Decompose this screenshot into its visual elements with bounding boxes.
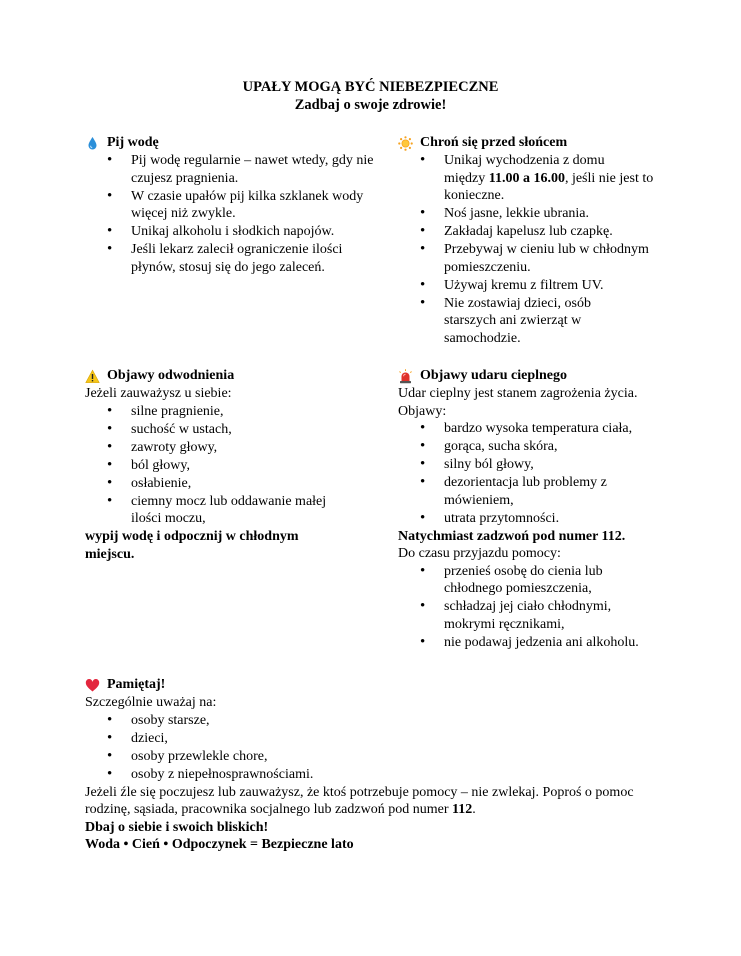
- sun-icon: [398, 136, 413, 151]
- document-title: UPAŁY MOGĄ BYĆ NIEBEZPIECZNE: [242, 79, 499, 95]
- list-item: • osoby przewlekle chore,: [131, 748, 665, 766]
- sun-heading: [398, 134, 678, 152]
- list-item-text: , jeśli nie jest to konieczne.: [444, 170, 654, 203]
- sun-section: [398, 134, 678, 348]
- remember-note-text: Jeżeli źle się poczujesz lub zauważysz, że ktoś potrzebuje pomocy – nie zwlekaj. Poproś o pomoc rodzinę, sąsiada, pracownika socjalnego lub zadzwoń pod numer: [85, 784, 634, 817]
- emergency-siren-icon: [398, 369, 413, 384]
- closing-slogan: Woda • Cień • Odpoczynek = Bezpieczne lato: [85, 837, 354, 852]
- heatstroke-heading-text: Objawy udaru cieplnego: [420, 368, 568, 384]
- heatstroke-until: Do czasu przyjazdu pomocy:: [398, 546, 561, 561]
- dehydration-heading-text: Objawy odwodnienia: [107, 368, 235, 384]
- remember-intro: Szczególnie uważaj na:: [85, 695, 217, 710]
- list-item: • Zakładaj kapelusz lub czapkę.: [444, 223, 678, 241]
- sun-list: [398, 152, 678, 347]
- heart-icon: [85, 678, 100, 693]
- list-item: • ciemny mocz lub oddawanie małej ilości moczu,: [131, 493, 351, 528]
- list-item-text: Unikaj wychodzenia z domu: [444, 153, 605, 168]
- closing-line: Dbaj o siebie i swoich bliskich!: [85, 819, 269, 835]
- remember-heading: [85, 676, 665, 694]
- remember-list: [85, 712, 665, 784]
- heatstroke-help-list: [398, 563, 688, 652]
- list-item: • Używaj kremu z filtrem UV.: [444, 277, 678, 295]
- list-item: • dzieci,: [131, 730, 665, 748]
- list-item: • utrata przytomności.: [444, 510, 688, 528]
- list-item: • Noś jasne, lekkie ubrania.: [444, 205, 678, 223]
- list-item: • przenieś osobę do cienia lub chłodnego pomieszczenia,: [444, 563, 624, 598]
- heatstroke-intro: Udar cieplny jest stanem zagrożenia życia.: [398, 386, 638, 401]
- list-item: • osoby starsze,: [131, 712, 665, 730]
- list-item: • osoby z niepełnosprawnościami.: [131, 766, 665, 784]
- time-range: 11.00 a 16.00: [488, 170, 565, 186]
- remember-section: [85, 676, 665, 854]
- list-item: • schładzaj jej ciało chłodnymi, mokrymi ręcznikami,: [444, 598, 644, 633]
- list-item: • bardzo wysoka temperatura ciała,: [444, 420, 688, 438]
- heatstroke-section: [398, 367, 688, 652]
- dehydration-list: [85, 403, 370, 528]
- emergency-number: 112: [452, 802, 473, 817]
- heatstroke-heading: [398, 367, 688, 385]
- list-item: • zawroty głowy,: [131, 439, 370, 457]
- list-item: [444, 152, 678, 205]
- list-item: • gorąca, sucha skóra,: [444, 438, 688, 456]
- list-item: • ból głowy,: [131, 457, 370, 475]
- warning-icon: [85, 369, 100, 384]
- water-heading-text: Pij wodę: [107, 135, 159, 151]
- water-section: [85, 134, 375, 277]
- list-item: • Pij wodę regularnie – nawet wtedy, gdy nie czujesz pragnienia.: [131, 152, 375, 187]
- document-subtitle: Zadbaj o swoje zdrowie!: [294, 97, 447, 113]
- remember-heading-text: Pamiętaj!: [107, 677, 166, 693]
- water-list: [85, 152, 375, 276]
- list-item: • W czasie upałów pij kilka szklanek wody więcej niż zwykle.: [131, 188, 375, 223]
- list-item: • silny ból głowy,: [444, 456, 688, 474]
- heatstroke-call: Natychmiast zadzwoń pod numer 112.: [398, 528, 626, 544]
- remember-note: [85, 784, 665, 819]
- list-item-text: między: [444, 170, 486, 186]
- list-item: • Nie zostawiaj dzieci, osób starszych ani zwierząt w samochodzie.: [444, 295, 614, 348]
- water-heading: [85, 134, 375, 152]
- heatstroke-list: [398, 420, 688, 527]
- list-item: • dezorientacja lub problemy z mówieniem,: [444, 474, 644, 509]
- list-item: • Unikaj alkoholu i słodkich napojów.: [131, 223, 375, 241]
- dehydration-section: [85, 367, 370, 563]
- dehydration-intro: Jeżeli zauważysz u siebie:: [85, 386, 232, 401]
- list-item: • suchość w ustach,: [131, 421, 370, 439]
- list-item: • nie podawaj jedzenia ani alkoholu.: [444, 634, 688, 652]
- remember-note-end: .: [472, 802, 476, 817]
- list-item: • osłabienie,: [131, 475, 370, 493]
- dehydration-action: wypij wodę i odpocznij w chłodnym miejscu.: [85, 529, 299, 562]
- water-drop-icon: [85, 136, 100, 151]
- heatstroke-symptoms-label: Objawy:: [398, 403, 447, 419]
- list-item: • Jeśli lekarz zalecił ograniczenie ilości płynów, stosuj się do jego zaleceń.: [131, 241, 375, 276]
- list-item: • Przebywaj w cieniu lub w chłodnym pomieszczeniu.: [444, 241, 678, 276]
- dehydration-heading: [85, 367, 370, 385]
- list-item: • silne pragnienie,: [131, 403, 370, 421]
- sun-heading-text: Chroń się przed słońcem: [420, 135, 568, 151]
